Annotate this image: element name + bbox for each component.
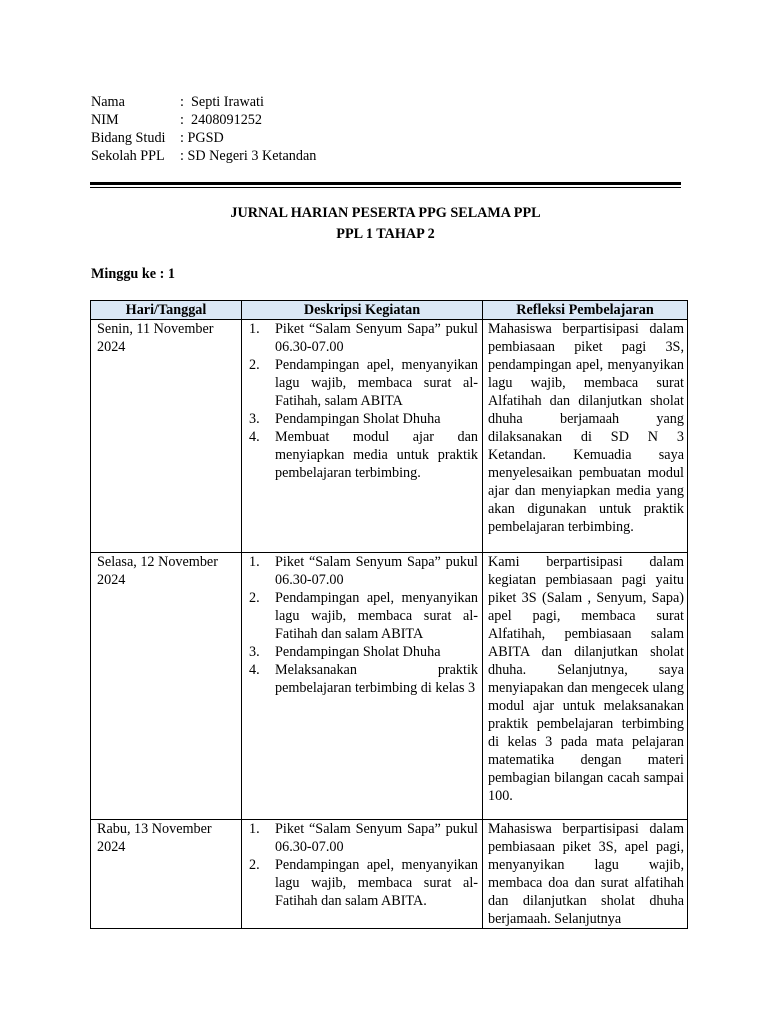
activity-item <box>246 320 478 356</box>
identity-row-nim <box>91 111 316 129</box>
identity-value-text: 2408091252 <box>191 112 262 128</box>
column-header-activities: Deskripsi Kegiatan <box>242 301 483 320</box>
table-row <box>91 320 688 553</box>
reflection-cell: Mahasiswa berpartisipasi dalam pembiasaan piket pagi 3S, pendampingan apel, menyanyikan lagu wajib, membaca surat Alfatihah dan dilanjutkan sholat dhuha berjamaah yang dilaksanakan di SD N 3 Ketandan. Kemuadia saya menyelesaikan pembuatan modul ajar dan menyiapkan media yang akan digunakan untuk praktik pembelajaran terbimbing. <box>483 320 688 553</box>
list-number: 1. <box>249 554 260 570</box>
header-divider-thick <box>90 182 681 185</box>
identity-row-sekolah-ppl <box>91 147 316 165</box>
identity-label: Bidang Studi <box>91 130 166 146</box>
activity-item <box>246 356 478 410</box>
header-divider-thin <box>90 187 681 188</box>
identity-label: Nama <box>91 94 125 110</box>
activity-item <box>246 589 478 643</box>
identity-label: NIM <box>91 112 119 128</box>
activity-item <box>246 410 478 428</box>
reflection-cell: Kami berpartisipasi dalam kegiatan pembiasaan pagi yaitu piket 3S (Salam , Senyum, Sapa) apel pagi, membaca surat Alfatihah, pembiasaan salam ABITA dan dilanjutkan sholat dhuha. Selanjutnya, saya menyiapakan dan mengecek ulang modul ajar untuk melaksanakan praktik pembelajaran terbimbing di kelas 3 pada mata pelajaran matematika dengan materi pembagian bilangan cacah sampai 100. <box>483 553 688 820</box>
activity-item <box>246 553 478 589</box>
activity-text: Pendampingan apel, menyanyikan lagu wajib, membaca surat al-Fatihah dan salam ABITA <box>275 590 478 642</box>
identity-value <box>180 129 316 147</box>
identity-block <box>91 93 316 165</box>
identity-label: Sekolah PPL <box>91 148 165 164</box>
activity-text: Piket “Salam Senyum Sapa” pukul 06.30-07.00 <box>275 321 478 355</box>
activities-cell <box>242 553 483 820</box>
list-number: 4. <box>249 429 260 445</box>
table-header-row <box>91 301 688 320</box>
activity-text: Melaksanakan praktik pembelajaran terbimbing di kelas 3 <box>275 662 478 696</box>
document-subtitle: PPL 1 TAHAP 2 <box>336 226 435 242</box>
activity-text: Piket “Salam Senyum Sapa” pukul 06.30-07.00 <box>275 554 478 588</box>
identity-value <box>180 93 316 111</box>
list-number: 2. <box>249 590 260 606</box>
activity-item <box>246 428 478 482</box>
activity-text: Pendampingan Sholat Dhuha <box>275 411 441 427</box>
list-number: 2. <box>249 357 260 373</box>
journal-table <box>90 300 688 929</box>
table-row <box>91 820 688 929</box>
day-cell: Selasa, 12 November 2024 <box>91 553 242 820</box>
activities-cell <box>242 320 483 553</box>
identity-separator: : <box>180 112 184 128</box>
identity-row-bidang-studi <box>91 129 316 147</box>
activity-text: Membuat modul ajar dan menyiapkan media untuk praktik pembelajaran terbimbing. <box>275 429 478 481</box>
activity-item <box>246 643 478 661</box>
identity-value <box>180 147 316 165</box>
activity-text: Pendampingan apel, menyanyikan lagu wajib, membaca surat al-Fatihah dan salam ABITA. <box>275 857 478 909</box>
list-number: 3. <box>249 644 260 660</box>
identity-row-nama <box>91 93 316 111</box>
activity-item <box>246 856 478 910</box>
identity-value-text: Septi Irawati <box>191 94 264 110</box>
reflection-cell: Mahasiswa berpartisipasi dalam pembiasaan piket 3S, apel pagi, menyanyikan lagu wajib, membaca doa dan surat alfatihah dan dilanjutkan sholat dhuha berjamaah. Selanjutnya <box>483 820 688 929</box>
identity-value-text: PGSD <box>187 130 224 146</box>
column-header-reflection: Refleksi Pembelajaran <box>483 301 688 320</box>
list-number: 1. <box>249 821 260 837</box>
identity-separator: : <box>180 94 184 110</box>
activity-text: Piket “Salam Senyum Sapa” pukul 06.30-07.00 <box>275 821 478 855</box>
identity-separator: : <box>180 148 184 164</box>
activity-item <box>246 820 478 856</box>
day-cell: Rabu, 13 November 2024 <box>91 820 242 929</box>
activity-text: Pendampingan apel, menyanyikan lagu wajib, membaca surat al-Fatihah, salam ABITA <box>275 357 478 409</box>
day-cell: Senin, 11 November 2024 <box>91 320 242 553</box>
activity-item <box>246 661 478 697</box>
list-number: 1. <box>249 321 260 337</box>
identity-separator: : <box>180 130 184 146</box>
activity-list <box>246 320 478 482</box>
identity-value-text: SD Negeri 3 Ketandan <box>187 148 317 164</box>
list-number: 4. <box>249 662 260 678</box>
column-header-day: Hari/Tanggal <box>91 301 242 320</box>
activity-list <box>246 820 478 910</box>
activities-cell <box>242 820 483 929</box>
list-number: 3. <box>249 411 260 427</box>
document-title: JURNAL HARIAN PESERTA PPG SELAMA PPL <box>230 205 541 221</box>
identity-value <box>180 111 316 129</box>
table-row <box>91 553 688 820</box>
list-number: 2. <box>249 857 260 873</box>
activity-list <box>246 553 478 697</box>
activity-text: Pendampingan Sholat Dhuha <box>275 644 441 660</box>
week-label: Minggu ke : 1 <box>91 266 175 282</box>
